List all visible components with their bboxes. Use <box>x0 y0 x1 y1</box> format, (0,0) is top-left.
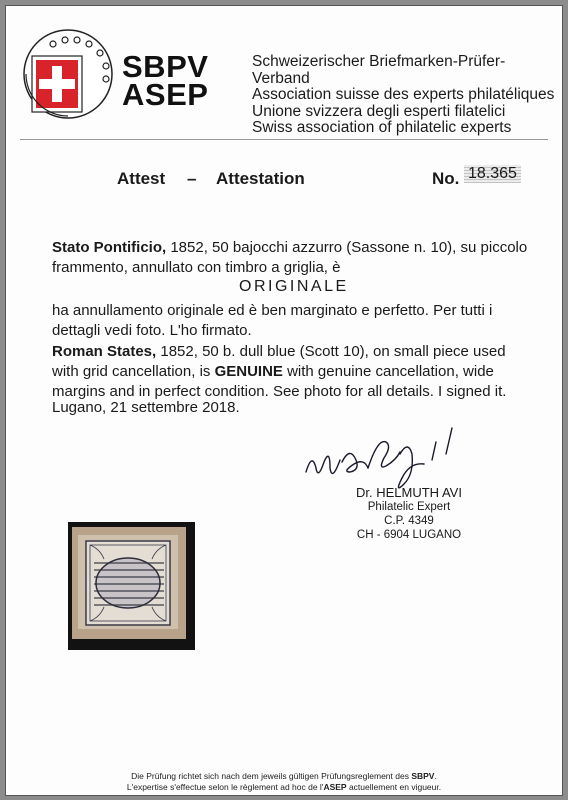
english-description <box>52 342 532 402</box>
brand-asep: ASEP <box>122 77 209 112</box>
place-and-date: Lugano, 21 settembre 2018. <box>52 399 240 416</box>
title-attest: Attest <box>117 169 166 188</box>
certificate-number-label: No. <box>432 169 460 188</box>
footer-de-org: SBPV <box>411 771 435 781</box>
expert-signature-block <box>324 486 494 542</box>
footer-line-fr <box>6 782 562 793</box>
assoc-fr: Association suisse des experts philatéliques <box>252 86 555 103</box>
sbpv-logo-icon <box>20 26 116 122</box>
header-divider <box>20 139 548 140</box>
footer-note <box>6 771 562 793</box>
en-stamp-issue: Roman States, <box>52 343 157 360</box>
footer-fr-text: L'expertise s'effectue selon le règlement ad hoc de l' <box>126 782 324 792</box>
certificate-number: 18.365 <box>464 165 521 183</box>
en-description: 1852, 50 b. dull blue (Scott 10), on small piece used with grid cancellation, is <box>52 343 506 380</box>
certificate-sheet <box>5 5 563 796</box>
association-names <box>252 54 562 137</box>
expert-title: Philatelic Expert <box>367 501 451 513</box>
footer-de-end: . <box>434 771 437 781</box>
stamp-image <box>72 527 186 639</box>
title-dash: – <box>187 169 197 188</box>
brand-sbpv: SBPV <box>122 49 209 84</box>
footer-line-de <box>6 771 562 782</box>
verdict-genuine: GENUINE <box>214 363 283 380</box>
italian-continuation: ha annullamento originale ed è ben marginato e perfetto. Per tutti i dettagli vedi foto. L'ho firmato. <box>52 302 493 339</box>
footer-fr-end: actuellement en vigueur. <box>346 782 442 792</box>
footer-de-text: Die Prüfung richtet sich nach dem jeweils gültigen Prüfungsreglement des <box>131 771 412 781</box>
it-description: 1852, 50 bajocchi azzurro (Sassone n. 10), su piccolo frammento, annullato con timbro a griglia, è <box>52 239 528 276</box>
assoc-it: Unione svizzera degli esperti filatelici <box>252 102 506 120</box>
stamp-photo <box>68 522 195 650</box>
verdict-originale: ORIGINALE <box>239 278 349 295</box>
expert-po-box: C.P. 4349 <box>384 515 434 527</box>
brand-name <box>122 49 209 112</box>
title-attestation: Attestation <box>216 169 305 188</box>
expert-city: CH - 6904 LUGANO <box>356 529 462 541</box>
assoc-de: Schweizerischer Briefmarken-Prüfer-Verband <box>252 53 506 87</box>
en-condition: with genuine cancellation, wide margins and in perfect condition. See photo for all details. I signed it. <box>52 363 507 400</box>
expert-name: Dr. HELMUTH AVI <box>356 485 462 500</box>
it-stamp-issue: Stato Pontificio, <box>52 239 167 256</box>
italian-description <box>52 238 532 278</box>
assoc-en: Swiss association of philatelic experts <box>252 119 512 136</box>
footer-fr-org: ASEP <box>323 782 347 792</box>
